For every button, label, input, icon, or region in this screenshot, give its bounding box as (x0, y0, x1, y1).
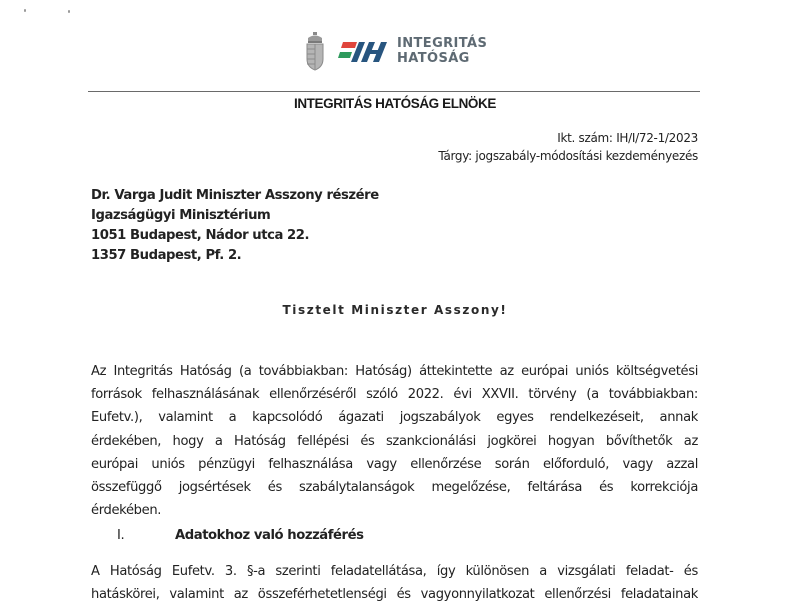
scan-speck (68, 10, 70, 13)
integritas-hatosag-logo (305, 29, 487, 73)
file-number: Ikt. szám: IH/I/72-1/2023 (557, 131, 698, 145)
addressee-street-address: 1051 Budapest, Nádor utca 22. (91, 228, 310, 243)
addressee-block (91, 186, 379, 266)
subject-line: Tárgy: jogszabály-módosítási kezdeményezés (438, 149, 698, 163)
paragraph-line: összefüggő jogsértések és szabálytalanságok megelőzése, feltárása és korrekciója (91, 480, 698, 496)
paragraph-line: érdekében. (91, 503, 162, 519)
paragraph-line: érdekében, hogy a Hatóság fellépési és szankcionálási jogkörei hogyan bővíthetők az (91, 433, 698, 449)
intro-paragraph (91, 360, 698, 522)
section-paragraph (91, 560, 698, 606)
header-divider (88, 91, 700, 92)
section-number: I. (117, 528, 125, 543)
addressee-po-box: 1357 Budapest, Pf. 2. (91, 248, 242, 263)
scan-speck (24, 9, 26, 12)
paragraph-line: hatáskörei, valamint az összeférhetetlenségi és vagyonnyilatkozat ellenőrzési feladatainak (91, 587, 698, 603)
paragraph-line: európai uniós pénzügyi felhasználása vagy ellenőrzése során előforduló, vagy azzal (91, 456, 698, 472)
addressee-organization: Igazságügyi Minisztérium (91, 208, 271, 223)
logo-wordmark (397, 36, 487, 66)
paragraph-line: források felhasználásának ellenőrzéséről szóló 2022. évi XXVII. törvény (a továbbiakban: (91, 387, 698, 403)
section-title: Adatokhoz való hozzáférés (175, 528, 364, 543)
paragraph-line: Az Integritás Hatóság (a továbbiakban: Hatóság) áttekintette az európai uniós költségvetési (91, 364, 698, 379)
org-title: INTEGRITÁS HATÓSÁG ELNÖKE (293, 96, 496, 111)
ih-monogram-icon (335, 38, 391, 64)
addressee-name: Dr. Varga Judit Miniszter Asszony részére (91, 188, 379, 203)
section-heading (117, 528, 364, 543)
logo-name-line2: HATÓSÁG (397, 51, 470, 66)
logo-name-line1: INTEGRITÁS (397, 36, 488, 51)
scan-artifacts (0, 8, 120, 18)
hungarian-coat-of-arms-icon (305, 31, 325, 71)
paragraph-line: Eufetv.), valamint a kapcsolódó ágazati jogszabályok egyes rendelkezéseit, annak (91, 410, 698, 426)
salutation: Tisztelt Miniszter Asszony! (282, 303, 508, 317)
paragraph-line: A Hatóság Eufetv. 3. §-a szerinti feladatellátása, így különösen a vizsgálati feladat- és (91, 564, 698, 579)
